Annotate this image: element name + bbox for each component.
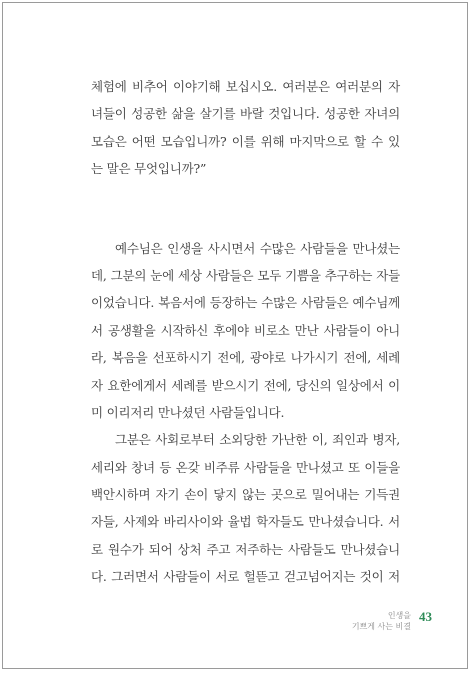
running-title-line: 인생을	[387, 611, 411, 620]
page-number: 43	[419, 609, 432, 624]
text-line: 세리와 창녀 등 온갖 비주류 사람들을 만나셨고 또 이들을	[91, 459, 400, 475]
paragraph	[91, 426, 400, 590]
text-line: 라, 복음을 선포하시기 전에, 광야로 나가시기 전에, 세례	[91, 350, 400, 366]
text-line: 예수님은 인생을 사시면서 수많은 사람들을 만나셨는	[115, 240, 400, 256]
running-title-line: 기쁘게 사는 비결	[351, 622, 411, 631]
text-line: 이었습니다. 복음서에 등장하는 수많은 사람들은 예수님께	[91, 295, 400, 311]
text-line: 로 원수가 되어 상처 주고 저주하는 사람들도 만나셨습니	[91, 541, 400, 557]
text-line: 체험에 비추어 이야기해 보십시오. 여러분은 여러분의 자	[91, 79, 400, 94]
text-line: 다. 그러면서 사람들이 서로 헐뜯고 걷고넘어지는 것이 저	[91, 569, 400, 585]
text-line: 자들, 사제와 바리사이와 율법 학자들도 만나셨습니다. 서	[91, 514, 400, 530]
text-line: 자 요한에게서 세례를 받으시기 전에, 당신의 일상에서 이	[91, 377, 400, 393]
text-line: 데, 그분의 눈에 세상 사람들은 모두 기쁨을 추구하는 자들	[91, 267, 400, 283]
paragraph	[91, 235, 400, 427]
text-line: 는 말은 무엇입니까?”	[91, 161, 207, 177]
running-title	[352, 610, 411, 632]
text-line: 백안시하며 자기 손이 닿지 않는 곳으로 밀어내는 기득권	[91, 487, 400, 503]
body-text	[91, 73, 400, 591]
text-line: 모습은 어떤 모습입니까? 이를 위해 마지막으로 할 수 있	[91, 133, 400, 149]
page-footer	[352, 610, 432, 632]
text-line: 그분은 사회로부터 소외당한 가난한 이, 죄인과 병자,	[115, 432, 400, 448]
text-line: 미 이리저리 만나셨던 사람들입니다.	[91, 404, 285, 420]
text-line: 녀들이 성공한 삶을 살기를 바랄 것입니다. 성공한 자녀의	[91, 106, 400, 122]
text-line: 서 공생활을 시작하신 후에야 비로소 만난 사람들이 아니	[91, 322, 400, 338]
paragraph	[91, 73, 400, 183]
